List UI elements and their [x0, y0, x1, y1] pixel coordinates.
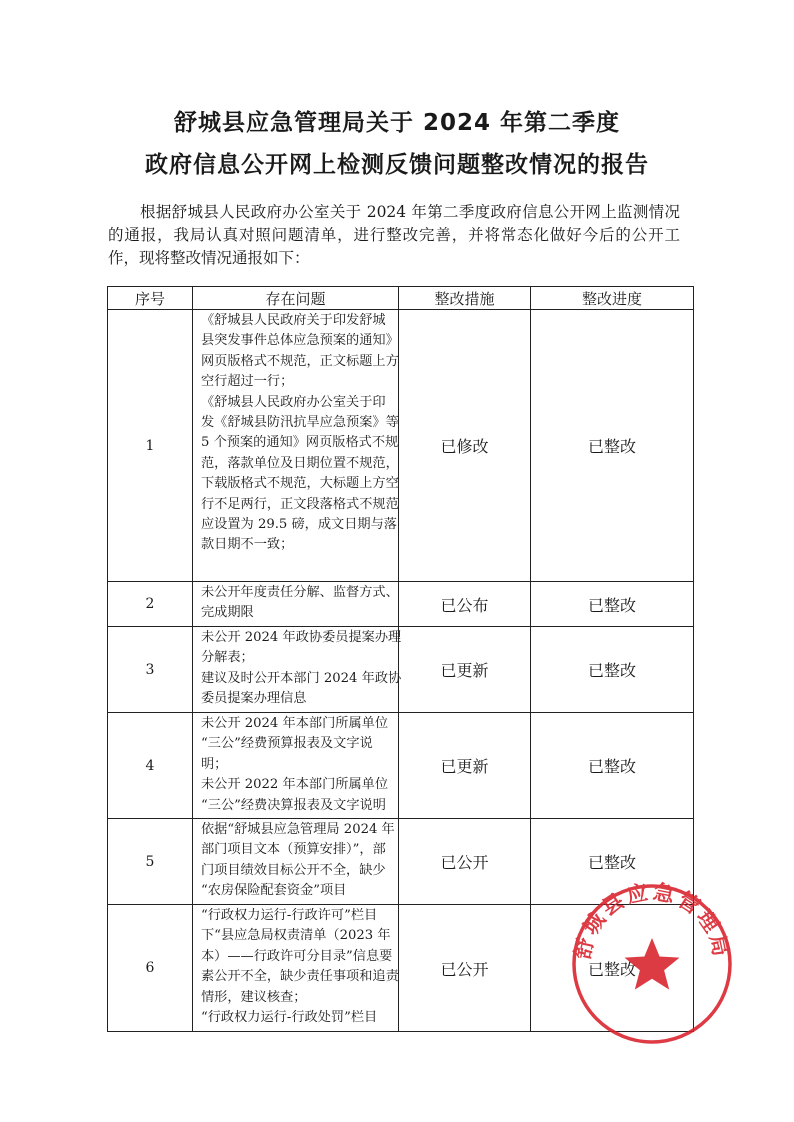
row-measure: 已更新 — [399, 627, 531, 713]
row-measure: 已公开 — [399, 819, 531, 905]
issue-line: “行政权力运行-行政许可”栏目 — [201, 908, 378, 923]
row-issue — [193, 819, 399, 905]
row-no: 6 — [108, 905, 193, 1032]
issue-line: 部门项目文本（预算安排）”，部 — [201, 842, 386, 858]
issue-line: 依据“舒城县应急管理局 2024 年 — [201, 822, 395, 837]
table-row — [108, 582, 694, 627]
issue-line: 门项目绩效目标公开不全，缺少 — [201, 862, 386, 878]
row-issue — [193, 905, 399, 1032]
row-progress: 已整改 — [531, 905, 694, 1032]
issue-line: 本）——行政许可分目录”信息要 — [201, 948, 393, 964]
issue-line: 行不足两行，正文段落格式不规范 — [201, 496, 399, 512]
row-progress: 已整改 — [531, 713, 694, 819]
row-progress: 已整改 — [531, 582, 694, 627]
issue-line: 款日期不一致； — [201, 537, 294, 553]
official-seal — [568, 880, 736, 1048]
row-measure: 已修改 — [399, 310, 531, 582]
row-measure: 已公布 — [399, 582, 531, 627]
issue-line: 下载版格式不规范，大标题上方空 — [201, 476, 399, 492]
table-header-row — [108, 287, 694, 310]
issue-line: 未公开年度责任分解、监督方式、 — [201, 585, 399, 600]
issue-line: 发《舒城县防汛抗旱应急预案》等 — [201, 415, 399, 431]
row-no: 5 — [108, 819, 193, 905]
seal-graphic — [569, 880, 735, 1042]
issue-line: “三公”经费决算报表及文字说明 — [201, 797, 386, 813]
table-row — [108, 713, 694, 819]
issue-line: 范，落款单位及日期位置不规范， — [201, 455, 399, 471]
row-issue — [193, 627, 402, 713]
row-no: 3 — [108, 627, 193, 713]
issue-line: 网页版格式不规范，正文标题上方 — [201, 353, 399, 369]
row-no: 4 — [108, 713, 193, 819]
issue-line: 应设置为 29.5 磅，成文日期与落 — [201, 517, 397, 533]
row-progress: 已整改 — [531, 819, 694, 905]
row-issue — [193, 582, 399, 627]
issue-line: 《舒城县人民政府关于印发舒城 — [201, 313, 386, 328]
row-progress: 已整改 — [531, 310, 694, 582]
seal-star-icon — [625, 938, 680, 990]
issue-line: 委员提案办理信息 — [201, 691, 307, 707]
issue-line: 未公开 2022 年本部门所属单位 — [201, 777, 389, 793]
row-no: 2 — [108, 582, 193, 627]
issue-line: “农房保险配套资金”项目 — [201, 883, 347, 899]
intro-paragraph: 根据舒城县人民政府办公室关于 2024 年第二季度政府信息公开网上监测情况的通报，我局认真对照问题清单，进行整改完善，并将常态化做好今后的公开工作，现将整改情况通报如下： — [108, 203, 680, 267]
title-line-1: 舒城县应急管理局关于 2024 年第二季度 — [173, 110, 621, 136]
table-row — [108, 310, 694, 582]
issue-line: 明； — [201, 756, 228, 772]
header-measure: 整改措施 — [399, 287, 531, 310]
row-issue — [193, 713, 399, 819]
issue-line: “三公”经费预算报表及文字说 — [201, 736, 373, 752]
row-issue — [193, 310, 399, 582]
issue-line: 下“县应急局权责清单（2023 年 — [201, 928, 391, 944]
header-no: 序号 — [108, 287, 193, 310]
row-progress: 已整改 — [531, 627, 694, 713]
issue-line: 分解表； — [201, 650, 254, 666]
issue-line: 建议及时公开本部门 2024 年政协 — [201, 670, 402, 686]
header-progress: 整改进度 — [531, 287, 694, 310]
issue-line: 5 个预案的通知》网页版格式不规 — [201, 435, 399, 451]
issue-line: 《舒城县人民政府办公室关于印 — [201, 394, 386, 410]
issue-line: 情形，建议核查； — [201, 989, 307, 1005]
issue-line: 未公开 2024 年本部门所属单位 — [201, 716, 389, 731]
row-measure: 已更新 — [399, 713, 531, 819]
issue-line: 县突发事件总体应急预案的通知》 — [201, 333, 399, 349]
issue-line: “行政权力运行-行政处罚”栏目 — [201, 1010, 378, 1026]
row-no: 1 — [108, 310, 193, 582]
seal-text: 舒城县应急管理局 — [569, 880, 735, 962]
header-issue: 存在问题 — [193, 287, 399, 310]
issue-line: 未公开 2024 年政协委员提案办理 — [201, 630, 402, 645]
issue-line: 素公开不全，缺少责任事项和追责 — [201, 969, 399, 985]
issue-line: 空行超过一行； — [201, 374, 294, 390]
issue-line: 完成期限 — [201, 605, 254, 621]
title-line-2: 政府信息公开网上检测反馈问题整改情况的报告 — [145, 152, 649, 178]
row-measure: 已公开 — [399, 905, 531, 1032]
table-row — [108, 627, 694, 713]
